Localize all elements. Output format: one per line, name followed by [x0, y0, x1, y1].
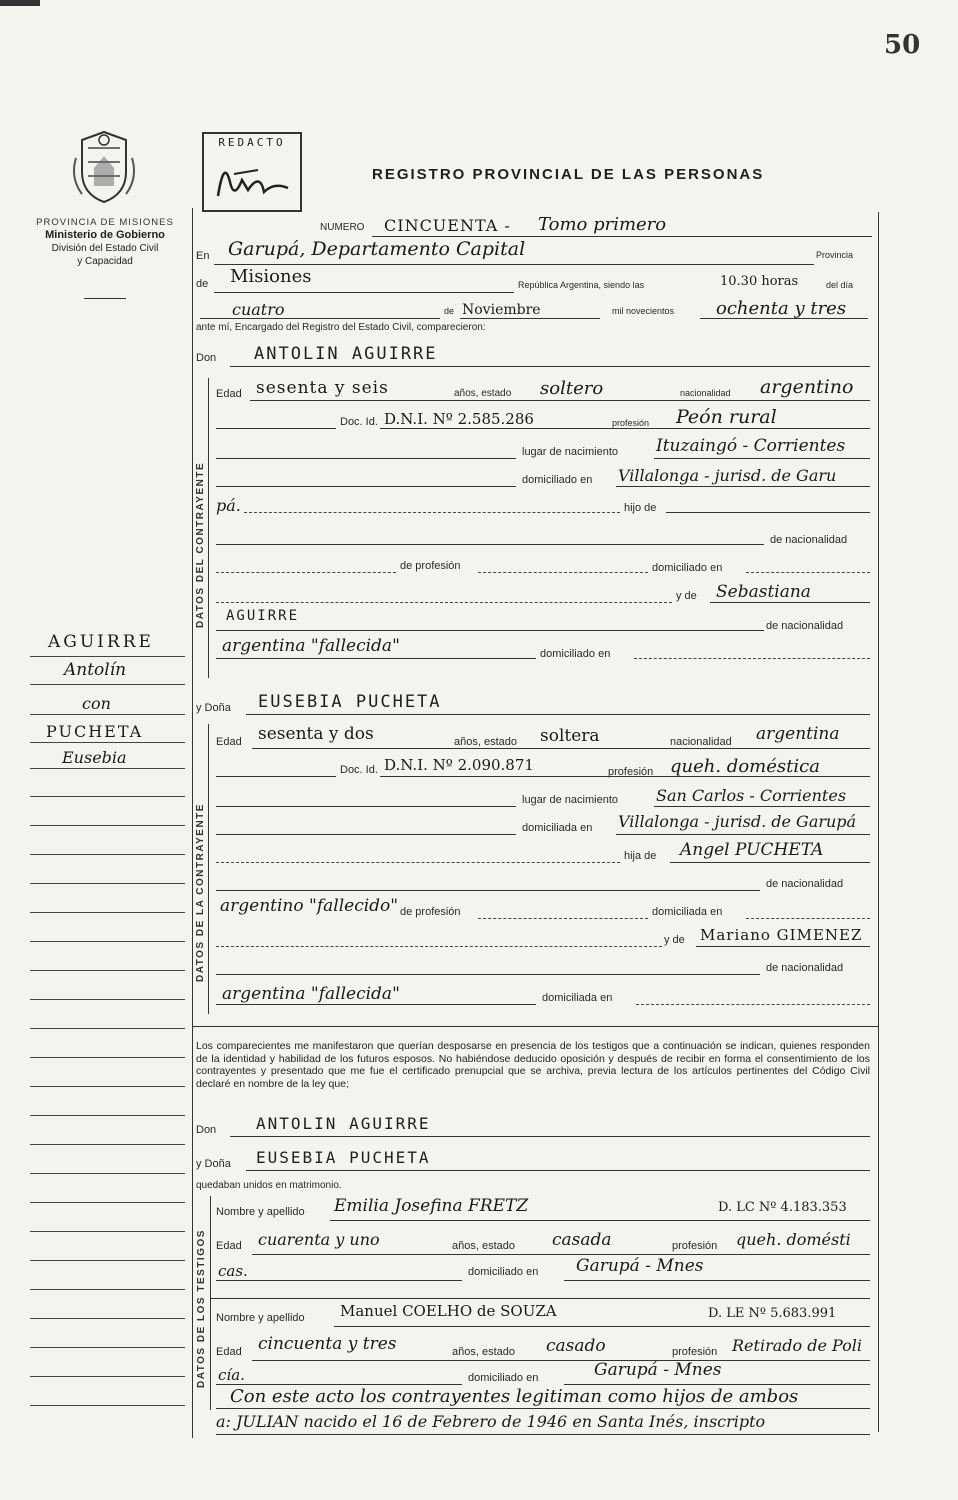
contrayente-f-padre-nac: argentino "fallecido": [220, 896, 399, 916]
page-number: 50: [884, 30, 921, 60]
edad-label-t2: Edad: [216, 1346, 242, 1358]
madre-apellido-line: [216, 630, 764, 631]
testigo-1-estado: casada: [552, 1230, 612, 1250]
hijo-line: [666, 512, 870, 513]
contrayente-f-domicilio: Villalonga - jurisd. de Garupá: [618, 812, 857, 831]
madre-nac-line: [216, 658, 536, 659]
contrayente-f-estado: soltera: [540, 726, 600, 746]
de-label-2: de: [444, 306, 455, 316]
testigo-1-doc: D. LC Nº 4.183.353: [718, 1200, 847, 1215]
edad-label-2: Edad: [216, 736, 242, 748]
profesion-label-2: profesión: [608, 766, 654, 778]
testigo-2-nombre: Manuel COELHO de SOUZA: [340, 1302, 557, 1320]
madre-line-1: [710, 602, 870, 603]
union-dona-label: y Doña: [196, 1158, 231, 1170]
anos-estado-label-t1: años, estado: [452, 1240, 515, 1252]
anio-line: [700, 318, 868, 319]
edad-line-1: [250, 400, 870, 401]
doc-label-2: Doc. Id.: [340, 764, 378, 776]
margin-note-antolin: Antolín: [64, 660, 127, 680]
margin-rule: [30, 1289, 185, 1290]
testigos-divider: [210, 1298, 870, 1299]
testigos-box-left: [210, 1196, 211, 1410]
numero-value: CINCUENTA -: [384, 216, 511, 235]
margin-rule: [30, 1405, 185, 1406]
profesion-label-t2: profesión: [672, 1346, 718, 1358]
provincia-label: Provincia: [816, 250, 854, 260]
contrayente-madre-nac: argentina "fallecida": [222, 636, 400, 656]
de-profesion-label-2: de profesión: [400, 906, 461, 918]
org-line-province: PROVINCIA DE MISIONES: [36, 217, 174, 228]
coat-of-arms-icon: [68, 128, 140, 206]
mes-value: Noviembre: [462, 302, 541, 318]
domic-label-2b: domiciliada en: [652, 906, 723, 918]
margin-rule: [30, 1202, 185, 1203]
margin-line-4: [30, 742, 185, 743]
datos-contrayente-f-label: DATOS DE LA CONTRAYENTE: [195, 803, 206, 982]
hora-value: 10.30 horas: [720, 274, 799, 289]
en-label: En: [196, 250, 210, 262]
org-line-ministry: Ministerio de Gobierno: [45, 229, 165, 241]
prof-pre-line-1: [216, 572, 396, 573]
lugar-nac-line-2: [654, 806, 870, 807]
form-left-border: [192, 208, 193, 1438]
testigo-1-profesion: queh. domésti: [736, 1230, 851, 1249]
margin-rule: [30, 825, 185, 826]
margin-note-pucheta: PUCHETA: [46, 722, 144, 741]
testigo-1-profesion-cont: cas.: [218, 1262, 248, 1280]
contrayente-edad: sesenta y seis: [256, 378, 389, 398]
document-title: REGISTRO PROVINCIAL DE LAS PERSONAS: [372, 166, 765, 183]
margin-rule: [30, 1376, 185, 1377]
testigo-2-profesion-cont: cía.: [218, 1366, 245, 1384]
padre-line: [670, 862, 870, 863]
org-line-capacity: y Capacidad: [77, 256, 133, 267]
footer-line-1: [216, 1408, 870, 1409]
domic-label-1c: domiciliado en: [540, 648, 611, 660]
margin-rule: [30, 1086, 185, 1087]
de-nac-label-2: de nacionalidad: [766, 620, 844, 632]
margin-rule: [30, 970, 185, 971]
anos-estado-label-t2: años, estado: [452, 1346, 515, 1358]
margin-rule: [30, 1318, 185, 1319]
datos-testigos-label: DATOS DE LOS TESTIGOS: [196, 1229, 207, 1388]
contrayente-f-madre-nac: argentina "fallecida": [222, 984, 400, 1004]
domic-line-2c: [636, 1004, 870, 1005]
testigo-2-nombre-line: [334, 1326, 870, 1327]
provincia-value: Misiones: [230, 266, 312, 287]
contrayente-f-edad: sesenta y dos: [258, 724, 374, 744]
contrayente-f-lugar-nac: San Carlos - Corrientes: [656, 786, 847, 805]
ante-text: ante mí, Encargado del Registro del Estado Civil, comparecieron:: [196, 322, 486, 333]
hijo-de-label: hijo de: [624, 502, 657, 514]
nacionalidad-label-2: nacionalidad: [670, 736, 732, 748]
margin-line-3: [30, 714, 185, 715]
contrayente-f-madre: Mariano GIMENEZ: [700, 926, 863, 944]
nacionalidad-label-1: nacionalidad: [680, 388, 731, 398]
contrayente-nacionalidad: argentino: [760, 376, 854, 398]
profesion-label-t1: profesión: [672, 1240, 718, 1252]
mes-line: [460, 318, 600, 319]
contrayente-nombre-line: [230, 366, 870, 367]
dia-value: cuatro: [232, 300, 285, 319]
margin-rule: [30, 1347, 185, 1348]
footer-note-line-2: a: JULIAN nacido el 16 de Febrero de 1946 en Santa Inés, inscripto: [216, 1412, 766, 1431]
nac-pre-line-3: [216, 890, 760, 891]
testigo-1-edad-line: [252, 1254, 870, 1255]
org-block: [24, 216, 186, 268]
margin-rule: [30, 912, 185, 913]
testigo-2-doc: D. LE Nº 5.683.991: [708, 1306, 837, 1321]
contrayente-madre-nombre: Sebastiana: [716, 582, 811, 602]
doc-line-2: [380, 776, 870, 777]
datos-contrayente-label: DATOS DEL CONTRAYENTE: [195, 461, 206, 628]
contrayente-profesion: Peón rural: [676, 406, 777, 428]
dia-line: [200, 318, 440, 319]
yde-pre-line-1: [216, 602, 672, 603]
domic-label-1: domiciliado en: [522, 474, 593, 486]
org-underline: [84, 298, 126, 299]
stamp-signature: [204, 152, 300, 208]
numero-label: NUMERO: [320, 222, 365, 233]
contrayente-domicilio-cont: pá.: [216, 496, 241, 515]
doc-line-1: [380, 428, 870, 429]
y-de-label-2: y de: [664, 934, 685, 946]
footer-note-line-1: Con este acto los contrayentes legitiman como hijos de ambos: [230, 1386, 799, 1407]
contrayente-madre-apellido: AGUIRRE: [226, 608, 300, 624]
dona-label: y Doña: [196, 702, 231, 714]
margin-rule: [30, 1057, 185, 1058]
de-nac-label-4: de nacionalidad: [766, 962, 844, 974]
declaration-text: Los comparecientes me manifestaron que querían desposarse en presencia de los testigos que a continuación se indican, quienes responden de la identidad y habilidad de los futuros esposos. No habiéndose deducido oposición y después de recibir en forma el consentimiento de los contrayentes y presentado que me fue el certificado prenupcial que se archiva, previa lectura de los artículos pertinentes del Código Civil declaré en nombre de la ley que;: [196, 1040, 870, 1090]
testigo-2-domicilio: Garupá - Mnes: [594, 1360, 722, 1380]
margin-line-5: [30, 768, 185, 769]
lugar-nac-label-2: lugar de nacimiento: [522, 794, 619, 806]
margin-rule: [30, 1173, 185, 1174]
footer-line-2: [216, 1434, 870, 1435]
testigo-1-nombre: Emilia Josefina FRETZ: [334, 1196, 529, 1216]
prof-line-2: [478, 918, 648, 919]
testigo-1-domicilio: Garupá - Mnes: [576, 1256, 704, 1276]
contrayente-f-box-left: [208, 724, 209, 1014]
margin-rule: [30, 1260, 185, 1261]
margin-rule: [30, 1144, 185, 1145]
contrayente-doc: D.N.I. Nº 2.585.286: [384, 410, 534, 428]
lugar-nac-line-1: [654, 458, 870, 459]
madre-line-2: [696, 946, 870, 947]
nac-pre-line-4: [216, 974, 760, 975]
contrayente-estado: soltero: [540, 378, 604, 399]
edad-label-1: Edad: [216, 388, 242, 400]
hijo-pre-line: [244, 512, 620, 513]
domic-line-1: [616, 486, 870, 487]
nombre-label-t1: Nombre y apellido: [216, 1206, 305, 1218]
margin-note-con: con: [82, 694, 111, 713]
contrayente-lugar-nac: Ituzaingó - Corrientes: [656, 436, 846, 456]
testigo-1-domic-line: [564, 1280, 870, 1281]
domic-pre-line-2: [216, 834, 516, 835]
domic-line-1b: [746, 572, 870, 573]
anio-value: ochenta y tres: [716, 298, 847, 319]
margin-line-1: [30, 656, 185, 657]
doc-pre-line-2: [216, 776, 336, 777]
lugar-pre-line-1: [216, 458, 516, 459]
numero-line: [372, 236, 872, 237]
margin-rule: [30, 941, 185, 942]
testigo-1-edad: cuarenta y uno: [258, 1230, 380, 1249]
corner-mark: [0, 0, 40, 6]
testigo-2-estado: casado: [546, 1336, 606, 1356]
provincia-line: [214, 292, 514, 293]
testigo-2-prof-cont-line: [216, 1384, 462, 1385]
profesion-label-1: profesión: [612, 418, 650, 428]
edad-label-t1: Edad: [216, 1240, 242, 1252]
anos-estado-label-2: años, estado: [454, 736, 517, 748]
margin-line-2: [30, 684, 185, 685]
lugar-value: Garupá, Departamento Capital: [228, 238, 526, 260]
tomo-value: Tomo primero: [538, 214, 667, 235]
republica-text: República Argentina, siendo las: [518, 280, 645, 290]
del-dia-label: del día: [826, 280, 854, 290]
union-dona-value: EUSEBIA PUCHETA: [256, 1148, 431, 1167]
contrayente-domicilio: Villalonga - jurisd. de Garu: [618, 466, 837, 485]
margin-rule: [30, 1115, 185, 1116]
nombre-label-t2: Nombre y apellido: [216, 1312, 305, 1324]
hija-de-label: hija de: [624, 850, 657, 862]
margin-rule: [30, 999, 185, 1000]
mil-label: mil novecientos: [612, 306, 675, 316]
don-label: Don: [196, 352, 217, 364]
domic-line-2: [616, 834, 870, 835]
margin-rule: [30, 796, 185, 797]
yde-pre-line-2: [216, 946, 662, 947]
domic-label-2: domiciliada en: [522, 822, 593, 834]
section-divider: [192, 1026, 878, 1027]
union-don-line: [230, 1136, 870, 1137]
de-profesion-label-1: de profesión: [400, 560, 461, 572]
contrayente-f-nacionalidad: argentina: [756, 724, 840, 744]
contrayente-f-padre: Angel PUCHETA: [680, 840, 824, 860]
margin-rule: [30, 1231, 185, 1232]
lugar-pre-line-2: [216, 806, 516, 807]
de-nac-label-3: de nacionalidad: [766, 878, 844, 890]
de-label: de: [196, 278, 209, 290]
anos-estado-label-1: años, estado: [454, 388, 512, 399]
testigo-2-edad: cincuenta y tres: [258, 1334, 397, 1354]
domic-label-t2: domiciliado en: [468, 1372, 539, 1384]
margin-rule: [30, 854, 185, 855]
contrayente-box-left: [208, 378, 209, 678]
margin-note-aguirre: AGUIRRE: [48, 632, 154, 652]
quedaban-text: quedaban unidos en matrimonio.: [196, 1180, 342, 1191]
madre-nac-line-2: [216, 1004, 536, 1005]
margin-rule: [30, 1028, 185, 1029]
contrayente-f-profesion: queh. doméstica: [670, 756, 820, 777]
y-de-label-1: y de: [676, 590, 697, 602]
doc-label-1: Doc. Id.: [340, 416, 378, 428]
contrayente-nombre: ANTOLIN AGUIRRE: [254, 344, 438, 364]
testigo-1-prof-cont-line: [216, 1280, 462, 1281]
nac-pre-line-1: [216, 544, 764, 545]
domic-pre-line-1: [216, 486, 516, 487]
redacto-stamp: [202, 132, 302, 212]
margin-rule: [30, 883, 185, 884]
de-nac-label-1: de nacionalidad: [770, 534, 848, 546]
domic-label-t1: domiciliado en: [468, 1266, 539, 1278]
org-line-division: División del Estado Civil: [51, 243, 159, 254]
domic-line-1c: [634, 658, 870, 659]
domic-line-2b: [746, 918, 870, 919]
domic-label-2c: domiciliada en: [542, 992, 613, 1004]
lugar-line: [214, 264, 814, 265]
prof-line-1: [478, 572, 648, 573]
domic-label-1b: domiciliado en: [652, 562, 723, 574]
edad-line-2: [252, 748, 870, 749]
testigo-2-edad-line: [252, 1360, 870, 1361]
form-right-border: [878, 212, 879, 1432]
union-don-label: Don: [196, 1124, 217, 1136]
stamp-label: REDACTO: [218, 136, 286, 149]
testigo-1-nombre-line: [330, 1220, 870, 1221]
testigo-2-profesion: Retirado de Poli: [732, 1336, 862, 1355]
contrayente-f-doc: D.N.I. Nº 2.090.871: [384, 756, 534, 774]
contrayente-f-nombre-line: [246, 714, 870, 715]
doc-pre-line-1: [216, 428, 336, 429]
testigo-2-domic-line: [564, 1384, 870, 1385]
margin-note-eusebia: Eusebia: [62, 748, 127, 767]
contrayente-f-nombre: EUSEBIA PUCHETA: [258, 692, 442, 712]
union-don-value: ANTOLIN AGUIRRE: [256, 1114, 431, 1133]
hija-pre-line: [216, 862, 620, 863]
union-dona-line: [246, 1170, 870, 1171]
lugar-nac-label-1: lugar de nacimiento: [522, 446, 619, 458]
